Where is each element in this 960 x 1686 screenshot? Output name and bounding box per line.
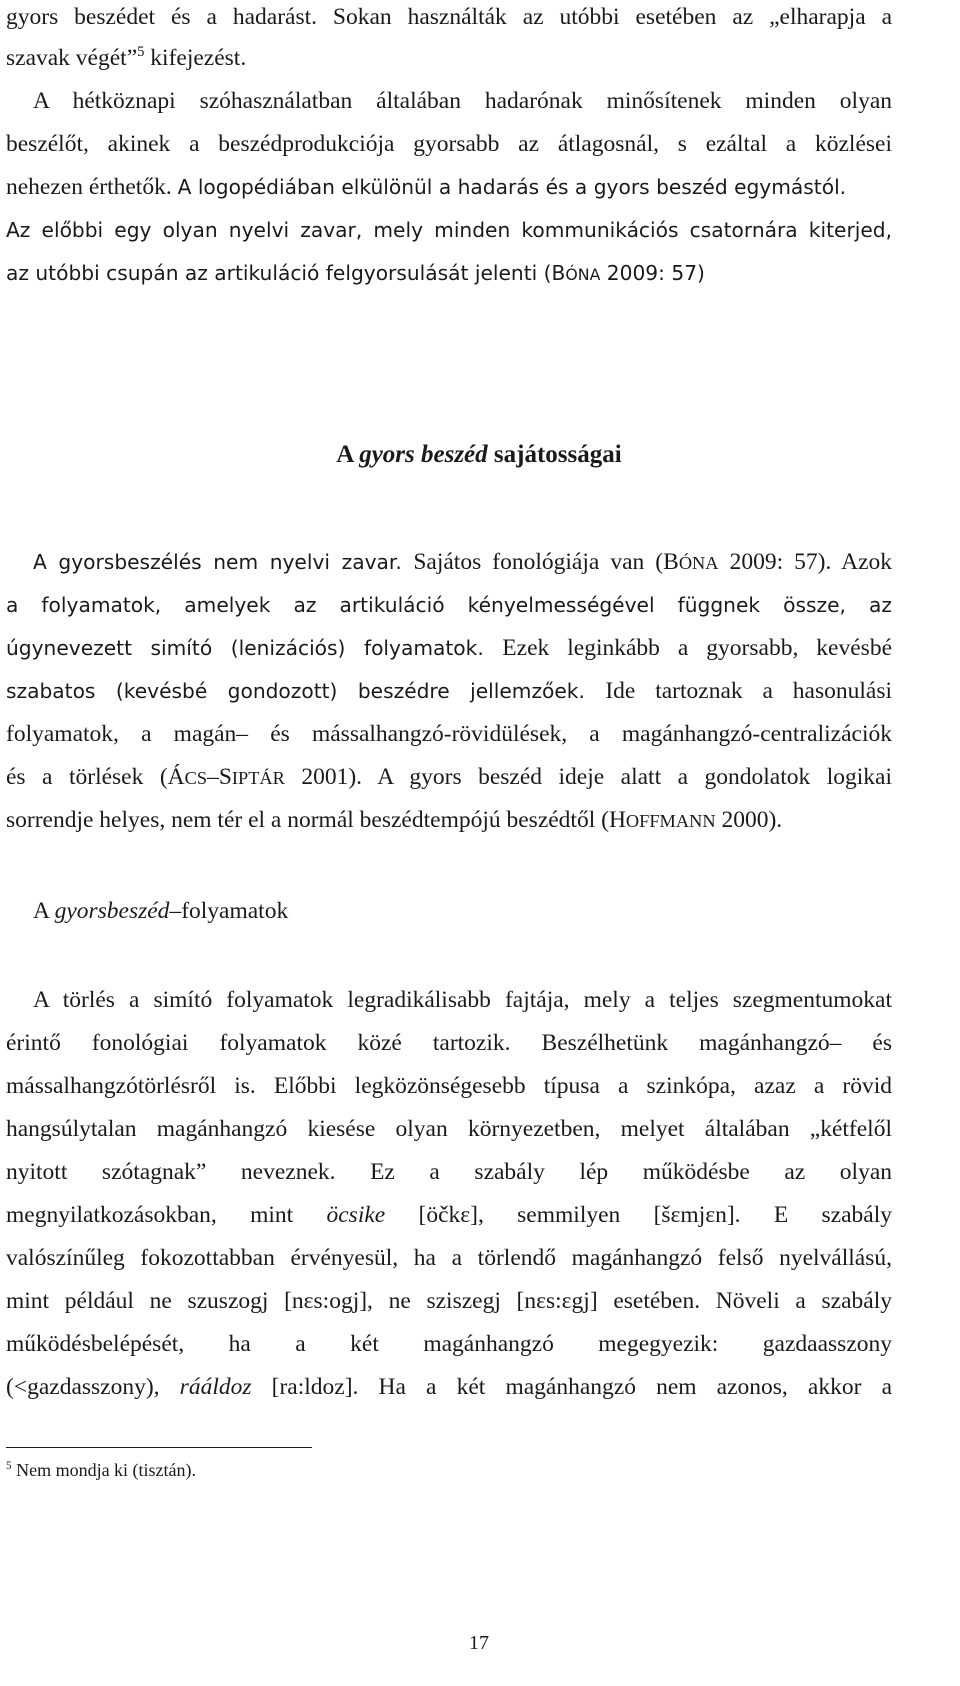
text-span: az utóbbi csupán az artikuláció felgyorsulását jelenti (B: [6, 261, 566, 285]
text-span: úgynevezett simító (lenizációs) folyamatok.: [6, 636, 503, 660]
text-span: Sajátos fonológiája van (B: [413, 549, 679, 575]
text-span: 2001). A gyors beszéd ideje alatt a gondolatok logikai: [284, 764, 892, 790]
section1-line-5: [6, 719, 892, 749]
section2-line-3: [6, 1071, 892, 1101]
text-span: –folyamatok: [169, 898, 289, 924]
page-number: 17: [469, 1632, 489, 1654]
text-span: megnyilatkozásokban, mint: [6, 1202, 327, 1228]
text-span: A törlés a simító folyamatok legradikálisabb fajtája, mely a teljes szegmentumokat: [33, 987, 892, 1013]
section2-line-10: [6, 1372, 892, 1402]
text-span: 2009: 57): [600, 261, 705, 285]
section1-line-3: [6, 633, 892, 663]
text-span: –S: [207, 764, 232, 790]
author-name-smallcaps: CS: [184, 768, 208, 788]
author-name-smallcaps: ÓNA: [565, 265, 601, 284]
text-span: és a törlések (Á: [6, 764, 185, 790]
text-span: hangsúlytalan magánhangzó kiesése olyan környezetben, melyet általában „kétfelől: [6, 1116, 892, 1142]
text-span: működésbelépését, ha a két magánhangzó megegyezik: gazdaasszony: [6, 1331, 892, 1357]
text-span: nyitott szótagnak” neveznek. Ez a szabály lép működésbe az olyan: [6, 1159, 892, 1185]
text-span: Az előbbi egy olyan nyelvi zavar, mely minden kommunikációs csatornára kiterjed,: [6, 218, 892, 242]
section2-line-5: [6, 1157, 892, 1187]
footnote: [6, 1458, 196, 1482]
section2-line-9: [6, 1329, 892, 1359]
section2-line-8: [6, 1286, 892, 1316]
footnote-divider: [6, 1447, 312, 1448]
section2-line-1: [33, 985, 892, 1015]
intro-line-6: [6, 215, 892, 245]
intro-line-1: [6, 2, 892, 32]
example-word: öcsike: [326, 1202, 386, 1228]
text-span: a folyamatok, amelyek az artikuláció kényelmességével függnek össze, az: [6, 593, 892, 617]
intro-line-4: [6, 129, 892, 159]
heading-emphasis: gyors beszéd: [359, 441, 488, 468]
section2-line-4: [6, 1114, 892, 1144]
text-span: kifejezést.: [144, 45, 247, 71]
intro-line-5: [6, 172, 892, 202]
text-span: A logopédiában elkülönül a hadarás és a gyors beszéd egymástól.: [177, 175, 847, 199]
section1-line-4: [6, 676, 892, 706]
heading-emphasis: gyorsbeszéd: [54, 898, 170, 924]
section-heading-1: [6, 439, 952, 471]
text-span: A gyorsbeszélés nem nyelvi zavar.: [33, 550, 414, 574]
text-span: sajátosságai: [487, 441, 622, 468]
section1-line-6: [6, 762, 892, 793]
text-span: beszélőt, akinek a beszédprodukciója gyorsabb az átlagosnál, s ezáltal a közlései: [6, 131, 892, 157]
text-span: sorrendje helyes, nem tér el a normál beszédtempójú beszédtől (H: [6, 807, 626, 833]
footnote-marker: 5: [6, 1460, 12, 1472]
footnote-reference[interactable]: 5: [137, 44, 145, 61]
intro-line-7: [6, 258, 892, 290]
section2-line-6: [6, 1200, 892, 1230]
section1-line-2: [6, 590, 892, 620]
text-span: [öčkɛ], semmilyen [šɛmjɛn]. E szabály: [385, 1202, 892, 1228]
text-span: A hétköznapi szóhasználatban általában hadarónak minősítenek minden olyan: [33, 88, 892, 114]
author-name-smallcaps: ÓNA: [678, 553, 719, 573]
text-span: szavak végét”: [6, 45, 138, 71]
text-span: 2009: 57). Azok: [718, 549, 892, 575]
example-word: rááldoz: [179, 1374, 252, 1400]
text-span: (<gazdasszony),: [6, 1374, 180, 1400]
text-span: mint például ne szuszogj [nɛs:ogj], ne sziszegj [nɛs:ɛgj] esetében. Növeli a szabály: [6, 1288, 892, 1314]
text-span: Ide tartoznak a hasonulási: [605, 678, 892, 704]
text-span: nehezen érthetők.: [6, 174, 178, 200]
text-span: 2000).: [715, 807, 783, 833]
text-span: Ezek leginkább a gyorsabb, kevésbé: [502, 635, 892, 661]
text-span: gyors beszédet és a hadarást. Sokan használták az utóbbi esetében az „elharapja a: [6, 4, 892, 30]
text-span: mássalhangzótörlésről is. Előbbi legközönségesebb típusa a szinkópa, azaz a rövid: [6, 1073, 892, 1099]
text-span: szabatos (kevésbé gondozott) beszédre jellemzőek.: [6, 679, 606, 703]
text-span: folyamatok, a magán– és mássalhangzó-rövidülések, a magánhangzó-centralizációk: [6, 721, 892, 747]
intro-line-2: [6, 43, 892, 73]
text-span: A: [336, 441, 360, 468]
footnote-text: Nem mondja ki (tisztán).: [11, 1460, 197, 1480]
section-heading-2: [33, 896, 288, 926]
author-name-smallcaps: OFFMANN: [625, 811, 716, 831]
section2-line-2: [6, 1028, 892, 1058]
section2-line-7: [6, 1243, 892, 1273]
section1-line-1: [33, 547, 892, 578]
text-span: [ra:ldoz]. Ha a két magánhangzó nem azonos, akkor a: [251, 1374, 892, 1400]
section1-line-7: [6, 805, 892, 836]
text-span: valószínűleg fokozottabban érvényesül, ha a törlendő magánhangzó felső nyelvállású,: [6, 1245, 892, 1271]
author-name-smallcaps: IPTÁR: [231, 768, 285, 788]
text-span: A: [33, 898, 55, 924]
intro-line-3: [33, 86, 892, 116]
text-span: érintő fonológiai folyamatok közé tartozik. Beszélhetünk magánhangzó– és: [6, 1030, 892, 1056]
